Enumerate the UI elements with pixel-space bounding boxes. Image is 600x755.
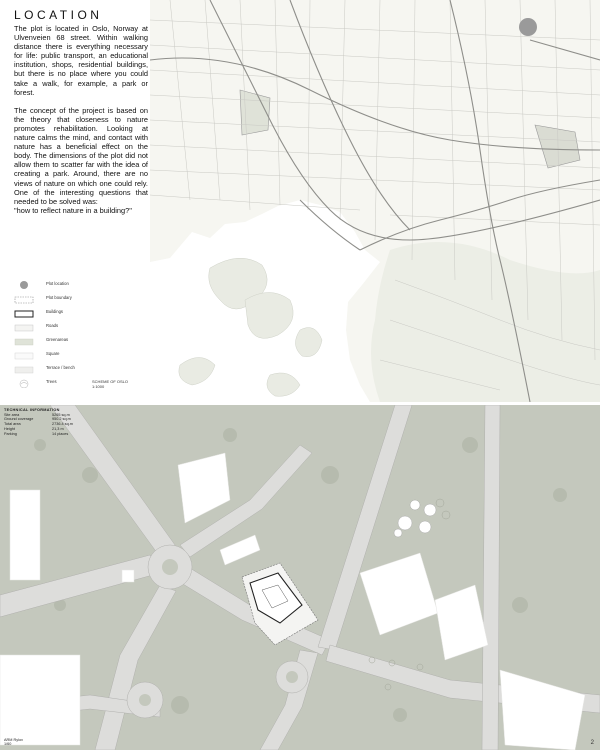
technical-value: 5265 sq.m (52, 412, 70, 417)
legend-item-plot-boundary (10, 294, 150, 308)
legend-item-roads (10, 322, 150, 336)
technical-key: Site area (4, 412, 20, 417)
legend-label: Terrace / bench (46, 365, 75, 370)
technical-key: Parking (4, 431, 17, 436)
legend-item-trees (10, 378, 150, 392)
scheme-caption (92, 379, 128, 389)
road-icon (14, 324, 34, 332)
building-icon (14, 310, 34, 318)
location-text-column (14, 8, 148, 224)
legend-label: Greenareas (46, 337, 69, 342)
technical-row (4, 432, 124, 437)
building (122, 570, 134, 582)
city-map-canvas (150, 0, 600, 402)
legend-label: Buildings (46, 309, 63, 314)
credit-author: ARM Rylov (4, 737, 23, 742)
tree-icon (14, 378, 34, 388)
technical-key: Total area (4, 422, 21, 427)
legend-label: Plot location (46, 281, 69, 286)
legend-item-square (10, 350, 150, 364)
scheme-scale: 1:1000 (92, 384, 105, 389)
legend-label: Plot boundary (46, 295, 72, 300)
page-number: 2 (590, 740, 594, 746)
technical-value: 21,3 m (52, 426, 64, 431)
plot-boundary-icon (14, 296, 34, 304)
location-paragraph-1: The plot is located in Oslo, Norway at Ulvenveien 68 street. Within walking distance there is everything necessary for life: public transport, an educational institution, shops, residential buildings, but there is no place where you could take a walk, for example, a park or forest. (14, 24, 148, 97)
square-icon (14, 352, 34, 360)
roundabout-small-island (286, 671, 298, 683)
location-paragraph-2: The concept of the project is based on the theory that closeness to nature promotes rehabilitation. Looking at nature calms the mind, and contact with nature has a beneficial effect on the body. The dimensions of the plot did not allow them to scatter far with the idea of creating a park. Around, there are no views of nature on which one could rely. One of the interesting questions that needed to be solved was: (14, 105, 148, 206)
technical-value: 2736.4 sq.m (52, 422, 73, 427)
building (0, 655, 80, 745)
greenarea-icon (14, 338, 34, 346)
legend-label: Trees (46, 379, 57, 384)
technical-key: Ground coverage (4, 417, 34, 422)
technical-key: Height (4, 426, 15, 431)
plot-location-icon (14, 280, 34, 290)
credit (4, 738, 23, 747)
technical-value: 14 places (52, 431, 69, 436)
legend-item-plot-location (10, 280, 150, 294)
plot-location-marker (519, 18, 537, 36)
location-quote: "how to reflect nature in a building?" (14, 205, 132, 215)
technical-value: 950.2 sq.m (52, 417, 71, 422)
legend-label: Square (46, 351, 60, 356)
oslo-city-map (150, 0, 600, 402)
building (10, 490, 40, 580)
roundabout-island (162, 559, 178, 575)
scheme-title: SCHEME OF OSLO (92, 379, 129, 384)
technical-heading: TECHNICAL INFORMATION (4, 408, 60, 412)
legend-item-greenareas (10, 336, 150, 350)
roundabout-bottom-island (139, 694, 151, 706)
legend-item-buildings (10, 308, 150, 322)
site-plan-canvas (0, 405, 600, 750)
technical-information (4, 408, 124, 436)
credit-sheet: 1/60 (4, 742, 12, 747)
terrace-icon (14, 366, 34, 374)
site-plan (0, 405, 600, 750)
location-title: LOCATION (14, 8, 103, 22)
legend-item-terrace (10, 364, 150, 378)
legend-label: Roads (46, 323, 59, 328)
